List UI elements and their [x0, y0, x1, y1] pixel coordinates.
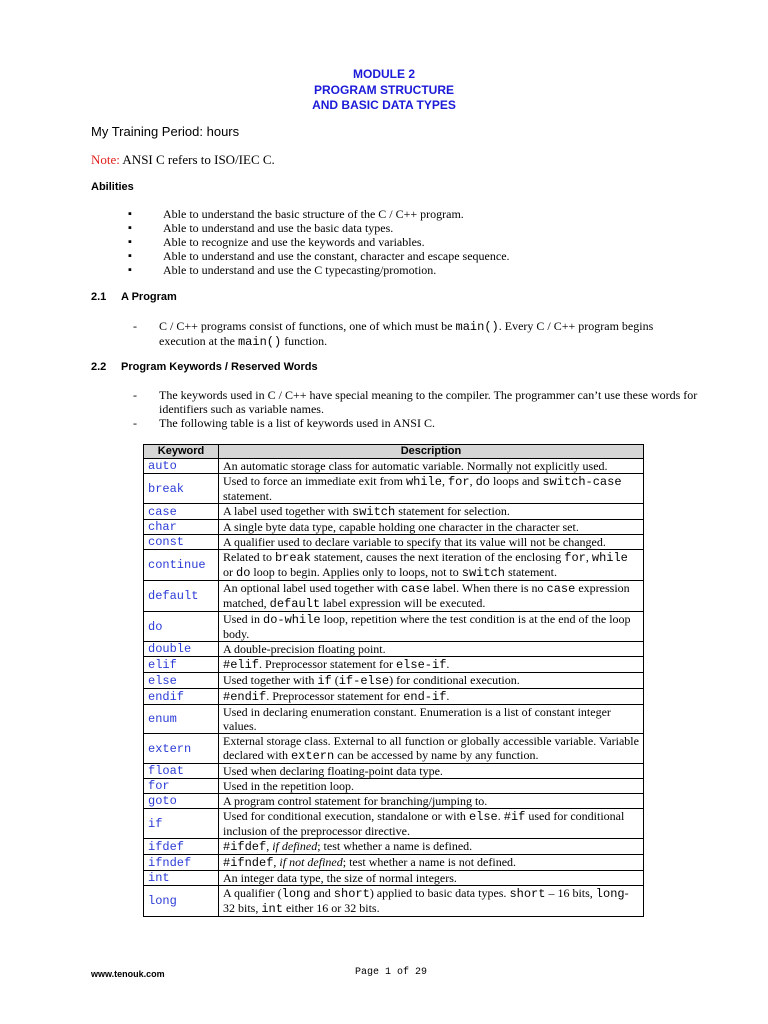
- text-run: An automatic storage class for automatic variable. Normally not explicitly used.: [223, 459, 608, 473]
- code-token: do: [236, 566, 251, 580]
- text-run: statement, causes the next iteration of the enclosing: [311, 550, 565, 564]
- keyword-cell: double: [144, 642, 219, 657]
- section-title: A Program: [121, 291, 177, 303]
- table-row: [144, 657, 644, 673]
- text-run: Used in declaring enumeration constant. Enumeration is a list of constant integer values.: [223, 705, 611, 733]
- description-cell: [219, 855, 644, 871]
- description-cell: [219, 764, 644, 779]
- text-run: ,: [469, 474, 476, 488]
- ability-item: ▪ Able to recognize and use the keywords and variables.: [128, 235, 510, 249]
- text-run: An optional label used together with: [223, 581, 401, 595]
- text-run: A single byte data type, capable holding one character in the character set.: [223, 520, 579, 534]
- table-header-row: [144, 445, 644, 459]
- keyword-cell: elif: [144, 657, 219, 673]
- code-token: break: [274, 551, 311, 565]
- text-run: .: [446, 657, 450, 671]
- code-token: #if: [503, 810, 526, 824]
- description-cell: [219, 871, 644, 886]
- code-token: short: [333, 887, 370, 901]
- header-keyword: Keyword: [144, 445, 219, 459]
- table-row: [144, 764, 644, 779]
- keyword-cell: endif: [144, 689, 219, 705]
- text-run: ; test whether a name is not defined.: [342, 855, 517, 869]
- code-token: switch-case: [542, 475, 622, 489]
- code-token: do: [475, 475, 490, 489]
- table-row: [144, 550, 644, 581]
- keyword-cell: continue: [144, 550, 219, 581]
- text-run: either 16 or 32 bits.: [282, 901, 380, 915]
- text-run: An integer data type, the size of normal integers.: [223, 871, 457, 885]
- code-token: case: [546, 582, 576, 596]
- description-cell: [219, 520, 644, 535]
- ability-item: ▪ Able to understand and use the C typecasting/promotion.: [128, 263, 510, 277]
- code-token: case: [400, 582, 430, 596]
- code-main: main(): [455, 320, 499, 334]
- text-run: .: [446, 689, 450, 703]
- text-run: and: [310, 886, 334, 900]
- italic-text: if defined: [272, 839, 318, 853]
- section-2-1-heading: [91, 291, 177, 303]
- table-row: [144, 642, 644, 657]
- description-cell: [219, 689, 644, 705]
- table-row: [144, 504, 644, 520]
- code-token: while: [591, 551, 628, 565]
- table-row: [144, 855, 644, 871]
- description-cell: [219, 734, 644, 764]
- abilities-heading: Abilities: [91, 181, 134, 193]
- keyword-cell: const: [144, 535, 219, 550]
- code-token: extern: [290, 749, 335, 763]
- description-cell: [219, 642, 644, 657]
- text-run: (: [331, 673, 339, 687]
- table-row: [144, 734, 644, 764]
- keyword-cell: for: [144, 779, 219, 794]
- text-run: .: [497, 809, 504, 823]
- keyword-cell: default: [144, 581, 219, 612]
- table-row: [144, 839, 644, 855]
- title-line-2: PROGRAM STRUCTURE: [314, 82, 454, 97]
- footer-site: www.tenouk.com: [91, 969, 165, 979]
- text-run: can be accessed by name by any function.: [334, 748, 539, 762]
- document-title: [0, 67, 768, 114]
- note-label: Note:: [91, 152, 120, 167]
- text-run: C / C++ programs consist of functions, one of which must be: [159, 319, 456, 333]
- text-run: A qualifier (: [223, 886, 282, 900]
- keyword-cell: char: [144, 520, 219, 535]
- text-run: loop, repetition where the test condition is at the end of the loop body.: [223, 612, 631, 641]
- keyword-cell: float: [144, 764, 219, 779]
- description-cell: [219, 459, 644, 474]
- text-run: Used to force an immediate exit from: [223, 474, 406, 488]
- table-row: [144, 794, 644, 809]
- text-run: loop to begin. Applies only to loops, not to: [250, 565, 462, 579]
- text-run: statement.: [223, 489, 272, 503]
- table-row: [144, 535, 644, 550]
- keyword-cell: else: [144, 673, 219, 689]
- footer-page-number: Page 1 of 29: [355, 967, 428, 978]
- code-token: short: [509, 887, 546, 901]
- code-token: do-while: [263, 613, 321, 627]
- text-run: used for conditional inclusion of the preprocessor directive.: [223, 809, 625, 838]
- description-cell: [219, 581, 644, 612]
- description-cell: [219, 886, 644, 917]
- text-run: ,: [273, 855, 280, 869]
- text-run: A label used together with: [223, 504, 352, 518]
- code-token: #endif: [223, 690, 267, 704]
- table-row: [144, 705, 644, 734]
- ability-item: ▪ Able to understand and use the basic data types.: [128, 221, 510, 235]
- text-run: label. When there is no: [429, 581, 547, 595]
- code-token: switch: [351, 505, 396, 519]
- table-row: [144, 779, 644, 794]
- text-run: Related to: [223, 550, 275, 564]
- table-row: [144, 474, 644, 504]
- code-token: #ifndef: [223, 856, 274, 870]
- text-run: . Preprocessor statement for: [266, 689, 404, 703]
- table-row: [144, 520, 644, 535]
- text-run: label expression will be executed.: [320, 596, 486, 610]
- keyword-cell: if: [144, 809, 219, 839]
- text-run: External storage class. External to all function or globally accessible variable. Variable declared with: [223, 734, 639, 762]
- keyword-cell: ifndef: [144, 855, 219, 871]
- text-run: function.: [281, 334, 328, 348]
- keyword-cell: extern: [144, 734, 219, 764]
- table-row: [144, 886, 644, 917]
- keywords-table-body: [144, 459, 644, 917]
- keyword-cell: long: [144, 886, 219, 917]
- keyword-cell: ifdef: [144, 839, 219, 855]
- list-item: [128, 319, 698, 349]
- section-title: Program Keywords / Reserved Words: [121, 361, 318, 373]
- text-run: . Preprocessor statement for: [259, 657, 396, 671]
- code-token: end-if: [403, 690, 447, 704]
- ability-item: ▪ Able to understand and use the constant, character and escape sequence.: [128, 249, 510, 263]
- note-text: ANSI C refers to ISO/IEC C.: [119, 152, 275, 167]
- italic-text: if not defined: [279, 855, 343, 869]
- code-token: while: [405, 475, 442, 489]
- keyword-cell: goto: [144, 794, 219, 809]
- list-item: - The keywords used in C / C++ have special meaning to the compiler. The programmer can’t use these words for identifiers such as variable names.: [128, 388, 698, 416]
- ability-item: ▪ Able to understand the basic structure of the C / C++ program.: [128, 207, 510, 221]
- description-cell: [219, 550, 644, 581]
- keyword-cell: case: [144, 504, 219, 520]
- text-run: statement.: [504, 565, 557, 579]
- code-token: #ifdef: [223, 840, 267, 854]
- text-run: -32 bits,: [223, 886, 629, 915]
- keyword-cell: int: [144, 871, 219, 886]
- text-run: A qualifier used to declare variable to specify that its value will not be changed.: [223, 535, 606, 549]
- text-run: ) for conditional execution.: [389, 673, 520, 687]
- abilities-list: [128, 207, 510, 277]
- text-run: . Every C / C++ program begins execution at the: [159, 319, 654, 348]
- text-run: loops and: [489, 474, 543, 488]
- title-line-3: AND BASIC DATA TYPES: [312, 98, 456, 112]
- section-number: 2.2: [91, 361, 107, 373]
- code-token: else-if: [395, 658, 447, 672]
- keyword-cell: do: [144, 612, 219, 642]
- code-token: long: [595, 887, 625, 901]
- code-token: if-else: [338, 674, 390, 688]
- table-row: [144, 581, 644, 612]
- text-run: expression matched,: [223, 581, 630, 610]
- description-cell: [219, 612, 644, 642]
- section-2-2-list: [128, 388, 698, 430]
- section-2-1-list: [128, 319, 698, 349]
- text-run: ,: [585, 550, 592, 564]
- keyword-cell: enum: [144, 705, 219, 734]
- keyword-cell: break: [144, 474, 219, 504]
- code-token: if: [317, 674, 332, 688]
- list-item: - The following table is a list of keywords used in ANSI C.: [128, 416, 698, 430]
- note: [91, 152, 275, 168]
- text-run: Used when declaring floating-point data type.: [223, 764, 443, 778]
- text-run: ,: [266, 839, 273, 853]
- description-cell: [219, 535, 644, 550]
- title-line-1: MODULE 2: [352, 67, 415, 81]
- description-cell: [219, 839, 644, 855]
- text-run: A double-precision floating point.: [223, 642, 386, 656]
- code-main: main(): [237, 335, 282, 349]
- text-run: Used for conditional execution, standalone or with: [223, 809, 469, 823]
- table-row: [144, 809, 644, 839]
- keyword-cell: auto: [144, 459, 219, 474]
- text-run: ) applied to basic data types.: [369, 886, 510, 900]
- text-run: or: [223, 565, 236, 579]
- description-cell: [219, 657, 644, 673]
- description-cell: [219, 809, 644, 839]
- description-cell: [219, 673, 644, 689]
- table-row: [144, 689, 644, 705]
- code-token: long: [281, 887, 311, 901]
- description-cell: [219, 705, 644, 734]
- table-row: [144, 673, 644, 689]
- text-run: A program control statement for branching/jumping to.: [223, 794, 488, 808]
- text-run: Used in: [223, 612, 263, 626]
- table-row: [144, 612, 644, 642]
- code-token: int: [261, 902, 283, 916]
- code-token: else: [468, 810, 498, 824]
- text-run: ,: [441, 474, 448, 488]
- text-run: statement for selection.: [395, 504, 510, 518]
- code-token: for: [447, 475, 470, 489]
- code-token: #elif: [223, 658, 260, 672]
- section-number: 2.1: [91, 291, 107, 303]
- section-2-2-heading: [91, 361, 318, 373]
- code-token: for: [564, 551, 586, 565]
- text-run: ; test whether a name is defined.: [317, 839, 473, 853]
- header-description: Description: [219, 445, 644, 459]
- text-run: Used together with: [223, 673, 318, 687]
- code-token: switch: [461, 566, 505, 580]
- code-token: default: [269, 597, 321, 611]
- table-row: [144, 459, 644, 474]
- training-period: My Training Period: hours: [91, 124, 240, 139]
- description-cell: [219, 474, 644, 504]
- description-cell: [219, 504, 644, 520]
- text-run: – 16 bits,: [545, 886, 596, 900]
- description-cell: [219, 779, 644, 794]
- description-cell: [219, 794, 644, 809]
- table-row: [144, 871, 644, 886]
- keywords-table: [143, 444, 644, 917]
- text-run: Used in the repetition loop.: [223, 779, 354, 793]
